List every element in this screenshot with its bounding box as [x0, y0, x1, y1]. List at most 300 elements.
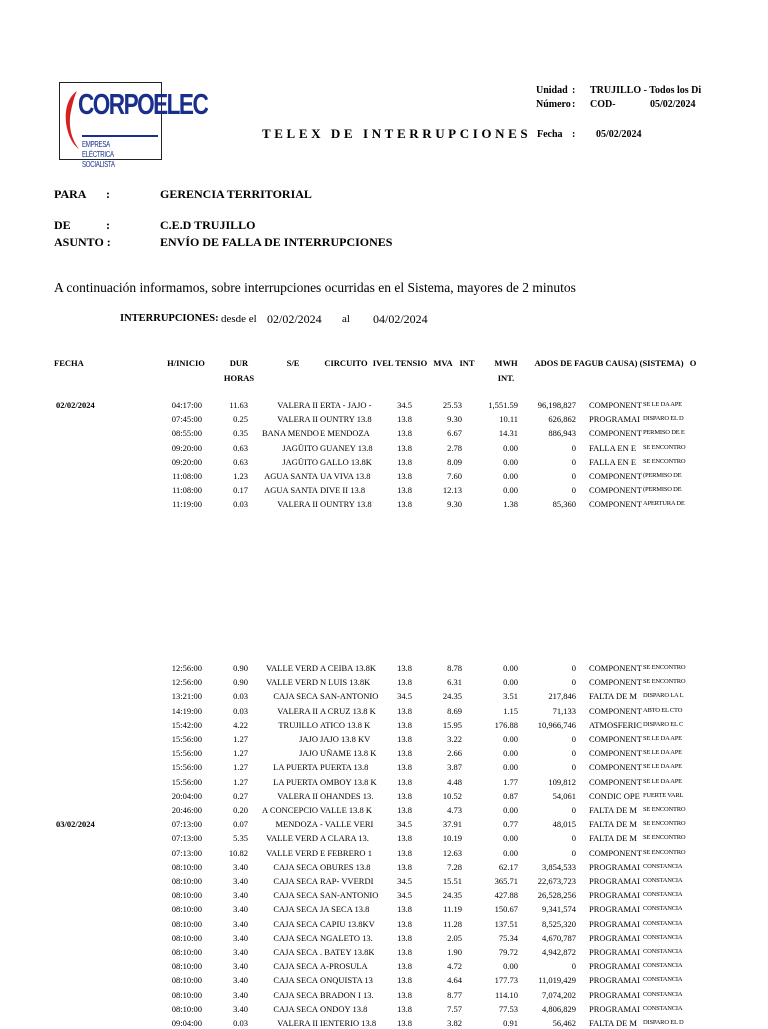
- cell-mva: 11.19: [443, 904, 462, 915]
- cell-mwh: 137.51: [494, 918, 518, 929]
- cell-circ: A CLARA 13.: [320, 833, 369, 844]
- cell-h: 08:10:00: [171, 904, 202, 915]
- cell-circ: ATICO 13.8 K: [320, 719, 371, 730]
- cell-fag: 11,019,429: [538, 975, 576, 986]
- cell-fecha: [56, 676, 126, 688]
- cell-dur: 1.27: [233, 762, 248, 773]
- cell-fag: 26,528,256: [537, 890, 576, 901]
- cell-dur: 0.63: [233, 442, 248, 453]
- cell-obs: SE ENCONTRO: [643, 664, 686, 671]
- col-horas: HORAS: [223, 373, 255, 383]
- cell-fag: 56,462: [552, 1018, 576, 1028]
- cell-mva: 2.66: [447, 748, 462, 759]
- cell-mwh: 0.00: [503, 762, 518, 773]
- cell-kv: 13.8: [397, 762, 412, 773]
- cell-fag: 0: [571, 442, 576, 453]
- cell-obs: SE ENCONTRO: [643, 457, 686, 465]
- cell-circ: . BATEY 13.8K: [320, 947, 375, 957]
- cell-causa: PROGRAMAI: [589, 918, 641, 929]
- cell-obs: SE LE DA APE: [643, 735, 682, 742]
- cell-dur: 0.03: [233, 705, 248, 716]
- cell-circ: UÑAME 13.8 K: [320, 748, 377, 759]
- cell-h: 08:10:00: [171, 876, 202, 886]
- cell-mwh: 114.10: [494, 989, 518, 1000]
- cell-kv: 13.8: [397, 734, 412, 744]
- cell-fag: 4,942,872: [542, 947, 576, 957]
- cell-fecha: [56, 847, 126, 859]
- cell-causa: PROGRAMAI: [589, 1003, 641, 1014]
- cell-mwh: 0.00: [503, 805, 518, 815]
- cell-h: 08:10:00: [171, 975, 202, 986]
- cell-mva: 15.51: [442, 876, 462, 886]
- cell-dur: 3.40: [233, 918, 248, 929]
- cell-kv: 34.5: [397, 819, 412, 830]
- cell-se: A CONCEPCIO: [262, 805, 318, 815]
- cell-h: 08:55:00: [171, 428, 202, 439]
- cell-mva: 7.57: [447, 1003, 462, 1014]
- cell-dur: 3.40: [233, 1003, 248, 1014]
- cell-causa: COMPONENT: [589, 705, 642, 716]
- cell-h: 15:56:00: [171, 748, 202, 759]
- asunto-label: ASUNTO :: [54, 235, 111, 249]
- cell-mwh: 0.00: [503, 833, 518, 844]
- cell-mva: 12.13: [442, 485, 462, 496]
- cell-mva: 9.30: [447, 414, 462, 425]
- cell-h: 20:46:00: [171, 805, 202, 815]
- cell-causa: COMPONENT: [589, 776, 642, 787]
- cell-fag: 109,812: [548, 776, 576, 787]
- cell-mva: 25.53: [442, 400, 462, 410]
- logo-brand-text: CORPOELEC: [78, 89, 208, 121]
- cell-kv: 13.8: [397, 932, 412, 943]
- cell-mva: 2.05: [447, 932, 462, 943]
- cell-mwh: 0.00: [503, 485, 518, 496]
- cell-dur: 5.35: [233, 833, 248, 844]
- cell-mwh: 3.51: [503, 691, 518, 702]
- cell-fecha: [56, 875, 126, 887]
- fecha-value: 05/02/2024: [596, 129, 642, 140]
- cell-circ: E FEBRERO 1: [320, 847, 372, 858]
- cell-dur: 1.27: [233, 776, 248, 787]
- cell-causa: PROGRAMAI: [589, 961, 641, 972]
- cell-h: 07:45:00: [171, 414, 202, 425]
- cell-mwh: 79.72: [498, 947, 518, 957]
- cell-kv: 34.5: [397, 691, 412, 702]
- cell-dur: 3.40: [233, 890, 248, 901]
- cell-causa: COMPONENT: [589, 762, 642, 773]
- cell-kv: 13.8: [397, 904, 412, 915]
- cell-circ: N LUIS 13.8K: [320, 677, 371, 688]
- cell-causa: CONDIC OPE: [589, 790, 640, 801]
- cell-fecha: [56, 442, 126, 454]
- cell-causa: COMPONENT: [589, 485, 642, 496]
- cell-mva: 10.19: [442, 833, 462, 844]
- cell-dur: 3.40: [233, 861, 248, 872]
- cell-mva: 8.77: [447, 989, 462, 1000]
- cell-obs: ABTO EL CTO: [643, 706, 683, 714]
- cell-mwh: 0.00: [503, 847, 518, 858]
- asunto-value: ENVÍO DE FALLA DE INTERRUPCIONES: [160, 235, 393, 249]
- cell-circ: SAN-ANTONIO: [320, 890, 379, 901]
- cell-mva: 3.82: [447, 1018, 462, 1028]
- cell-fag: 0: [571, 663, 576, 673]
- cell-obs: CONSTANCIA: [643, 891, 683, 899]
- cell-mwh: 0.77: [503, 819, 518, 830]
- cell-kv: 13.8: [397, 1003, 412, 1014]
- cell-dur: 3.40: [233, 932, 248, 943]
- cell-causa: PROGRAMAI: [589, 861, 641, 872]
- cell-fecha: [56, 804, 126, 816]
- cell-fag: 886,943: [548, 428, 576, 439]
- cell-h: 15:56:00: [171, 762, 202, 773]
- cell-fecha: [56, 790, 126, 802]
- cell-circ: BRADON I 13.: [320, 989, 374, 1000]
- cell-kv: 13.8: [397, 961, 412, 972]
- range-from: 02/02/2024: [267, 312, 322, 326]
- cell-obs: CONSTANCIA: [643, 905, 683, 913]
- cell-circ: OMBOY 13.8 K: [320, 776, 377, 787]
- cell-se: VALLE VERD: [266, 677, 318, 688]
- unidad-label: Unidad: [536, 85, 568, 96]
- cell-h: 08:10:00: [171, 918, 202, 929]
- cell-causa: PROGRAMAI: [589, 876, 641, 886]
- cell-h: 04:17:00: [171, 400, 202, 410]
- cell-obs: (PERMISO DE: [643, 472, 682, 479]
- cell-mva: 2.78: [447, 442, 462, 453]
- cell-kv: 13.8: [397, 663, 412, 673]
- cell-fag: 85,360: [552, 499, 576, 510]
- cell-obs: CONSTANCIA: [643, 877, 683, 884]
- cell-mva: 1.90: [447, 947, 462, 957]
- cell-se: VALLE VERD: [266, 663, 318, 673]
- cell-kv: 34.5: [397, 400, 412, 410]
- col-obs: O: [689, 358, 697, 368]
- fecha-colon: :: [572, 129, 576, 140]
- cell-kv: 13.8: [397, 719, 412, 730]
- cell-fecha: [56, 427, 126, 439]
- cell-dur: 10.82: [228, 847, 248, 858]
- cell-causa: FALTA DE M: [589, 819, 637, 830]
- cell-kv: 13.8: [397, 485, 412, 496]
- cell-fag: 626,862: [548, 414, 576, 425]
- cell-causa: PROGRAMAI: [589, 414, 641, 425]
- cell-circ: OHANDES 13.: [320, 790, 374, 801]
- cell-kv: 34.5: [397, 890, 412, 901]
- cell-h: 15:56:00: [171, 734, 202, 744]
- cell-kv: 13.8: [397, 989, 412, 1000]
- cell-se: CAJA SECA: [273, 975, 318, 986]
- cell-circ: SAN-ANTONIO: [320, 691, 379, 702]
- col-mwh-int: INT.: [497, 373, 515, 383]
- cell-mwh: 0.87: [503, 790, 518, 801]
- cell-dur: 0.17: [233, 485, 248, 496]
- cell-obs: CONSTANCIA: [643, 1004, 683, 1012]
- cell-mwh: 77.53: [498, 1003, 518, 1014]
- cell-fag: 0: [571, 748, 576, 759]
- cell-fecha: [56, 484, 126, 496]
- cell-fecha: 03/02/2024: [56, 819, 95, 830]
- cell-se: CAJA SECA: [273, 876, 318, 886]
- cell-h: 12:56:00: [171, 677, 202, 688]
- cell-obs: SE ENCONTRO: [643, 834, 686, 842]
- cell-fag: 10,966,746: [537, 719, 576, 730]
- cell-se: JAJO: [299, 734, 318, 744]
- cell-mva: 8.09: [447, 456, 462, 467]
- cell-fag: 0: [571, 762, 576, 773]
- cell-causa: COMPONENT: [589, 677, 642, 688]
- fecha-label: Fecha: [537, 129, 563, 140]
- cell-mwh: 365.71: [494, 876, 518, 886]
- cell-fecha: [56, 498, 126, 510]
- cell-se: CAJA SECA: [273, 691, 318, 702]
- cell-kv: 13.8: [397, 748, 412, 759]
- cell-se: VALERA II: [277, 705, 318, 716]
- cell-mva: 6.67: [447, 428, 462, 439]
- cell-fecha: [56, 989, 126, 1001]
- cell-dur: 1.27: [233, 734, 248, 744]
- cell-causa: COMPONENT: [589, 847, 642, 858]
- col-se: S/E: [286, 358, 300, 368]
- cell-kv: 13.8: [397, 790, 412, 801]
- cell-mwh: 0.00: [503, 471, 518, 481]
- cell-circ: A CRUZ 13.8 K: [320, 705, 376, 716]
- col-mva: MVA: [433, 358, 453, 368]
- unidad-colon: :: [572, 85, 576, 96]
- cell-fecha: [56, 719, 126, 731]
- cell-obs: APERTURA DE: [643, 500, 685, 508]
- cell-obs: SE ENCONTRO: [643, 678, 686, 686]
- range-to: 04/02/2024: [373, 312, 428, 326]
- cell-mwh: 0.91: [503, 1018, 518, 1028]
- cell-causa: PROGRAMAI: [589, 932, 641, 943]
- cell-h: 20:04:00: [171, 790, 202, 801]
- cell-mva: 8.69: [447, 705, 462, 716]
- cell-obs: SE LE DA APE: [643, 763, 682, 771]
- cell-kv: 13.8: [397, 705, 412, 716]
- cell-dur: 0.27: [233, 790, 248, 801]
- cell-mwh: 0.00: [503, 456, 518, 467]
- cell-mva: 12.63: [442, 847, 462, 858]
- cell-fecha: [56, 832, 126, 844]
- cell-h: 07:13:00: [171, 847, 202, 858]
- cell-mva: 3.87: [447, 762, 462, 773]
- cell-h: 09:20:00: [171, 456, 202, 467]
- cell-fag: 3,854,533: [542, 861, 576, 872]
- col-fecha: FECHA: [54, 358, 84, 368]
- cell-causa: PROGRAMAI: [589, 947, 641, 957]
- cell-se: JAGÜITO: [282, 442, 318, 453]
- cell-dur: 0.03: [233, 1018, 248, 1028]
- cell-dur: 0.20: [233, 805, 248, 815]
- cell-mva: 4.73: [447, 805, 462, 815]
- cell-h: 08:10:00: [171, 890, 202, 901]
- cell-se: JAGÜITO: [282, 456, 318, 467]
- cell-h: 08:10:00: [171, 947, 202, 957]
- de-value: C.E.D TRUJILLO: [160, 218, 256, 232]
- cell-fag: 96,198,827: [537, 400, 576, 410]
- cell-fecha: [56, 456, 126, 468]
- cell-mwh: 427.88: [494, 890, 518, 901]
- cell-mva: 4.48: [447, 776, 462, 787]
- cell-h: 09:04:00: [171, 1018, 202, 1028]
- cell-mva: 3.22: [447, 734, 462, 744]
- col-tension: IVEL TENSIO: [372, 358, 428, 368]
- cell-mwh: 176.88: [494, 719, 518, 730]
- cell-circ: OBURES 13.8: [320, 861, 371, 872]
- cell-causa: PROGRAMAI: [589, 890, 641, 901]
- cell-h: 08:10:00: [171, 932, 202, 943]
- cell-obs: DISPARO EL D: [643, 415, 684, 423]
- cell-fecha: [56, 705, 126, 717]
- numero-colon: :: [572, 99, 576, 110]
- cell-h: 11:08:00: [172, 485, 202, 496]
- cell-causa: COMPONENT: [589, 734, 642, 744]
- para-label: PARA: [54, 187, 87, 201]
- cell-causa: FALLA EN E: [589, 456, 637, 467]
- cell-circ: GALLO 13.8K: [320, 456, 372, 467]
- cell-h: 11:08:00: [172, 471, 202, 481]
- cell-mva: 4.72: [447, 961, 462, 972]
- cell-obs: DISPARO EL C: [643, 720, 684, 728]
- range-desde: desde el: [221, 313, 257, 325]
- cell-se: TRUJILLO: [278, 719, 318, 730]
- cell-dur: 0.35: [233, 428, 248, 439]
- cell-fag: 4,806,829: [542, 1003, 576, 1014]
- cell-circ: JAJO 13.8 KV: [320, 734, 371, 744]
- cell-kv: 13.8: [397, 499, 412, 510]
- cell-mwh: 62.17: [498, 861, 518, 872]
- cell-kv: 13.8: [397, 428, 412, 439]
- cell-obs: (PERMISO DE: [643, 486, 682, 494]
- cell-fag: 0: [571, 833, 576, 844]
- cell-mwh: 1.38: [503, 499, 518, 510]
- cell-kv: 13.8: [397, 677, 412, 688]
- cell-se: VALERA II: [277, 499, 318, 510]
- cell-mva: 37.91: [442, 819, 462, 830]
- cell-h: 15:56:00: [171, 776, 202, 787]
- cell-fag: 0: [571, 805, 576, 815]
- cell-h: 15:42:00: [171, 719, 202, 730]
- cell-causa: COMPONENT: [589, 748, 642, 759]
- col-dur: DUR: [229, 358, 249, 368]
- cell-circ: JA SECA 13.8: [320, 904, 370, 915]
- cell-se: CAJA SECA: [273, 1003, 318, 1014]
- cell-mva: 7.60: [447, 471, 462, 481]
- intro-text: A continuación informamos, sobre interrupciones ocurridas en el Sistema, mayores de 2 minutos: [54, 280, 576, 295]
- cell-fag: 0: [571, 677, 576, 688]
- cell-fag: 22,673,723: [537, 876, 576, 886]
- cell-se: VALERA II: [277, 414, 318, 425]
- cell-fag: 0: [571, 471, 576, 481]
- cell-mwh: 10.11: [499, 414, 518, 425]
- cell-causa: FALTA DE M: [589, 1018, 637, 1028]
- cell-mva: 24.35: [442, 691, 462, 702]
- cell-obs: SE ENCONTRO: [643, 848, 686, 856]
- cell-dur: 3.40: [233, 904, 248, 915]
- cell-fecha: [56, 761, 126, 773]
- cell-kv: 13.8: [397, 847, 412, 858]
- cell-se: CAJA SECA: [273, 961, 318, 972]
- cell-kv: 13.8: [397, 471, 412, 481]
- cell-se: CAJA SECA: [273, 890, 318, 901]
- cell-circ: OUNTRY 13.8: [320, 499, 372, 510]
- cell-h: 07:13:00: [171, 833, 202, 844]
- cell-circ: UA VIVA 13.8: [320, 471, 371, 481]
- cell-dur: 3.40: [233, 989, 248, 1000]
- cell-causa: PROGRAMAI: [589, 975, 641, 986]
- cell-obs: CONSTANCIA: [643, 962, 683, 970]
- cell-mwh: 1.15: [503, 705, 518, 716]
- cell-dur: 0.25: [233, 414, 248, 425]
- cell-h: 13:21:00: [171, 691, 202, 702]
- cell-se: MENDOZA: [275, 819, 318, 830]
- cell-h: 08:10:00: [171, 861, 202, 872]
- cell-mva: 6.31: [447, 677, 462, 688]
- cell-fecha: [56, 1017, 126, 1029]
- cell-obs: SE LE DA APE: [643, 777, 682, 785]
- cell-fecha: [56, 861, 126, 873]
- cell-mva: 15.95: [442, 719, 462, 730]
- cell-causa: COMPONENT: [589, 471, 642, 481]
- cell-mwh: 0.00: [503, 748, 518, 759]
- cell-circ: PUERTA 13.8: [320, 762, 369, 773]
- cell-causa: COMPONENT: [589, 400, 642, 410]
- col-hinicio: H/INICIO: [167, 358, 205, 368]
- range-label: INTERRUPCIONES:: [120, 313, 219, 324]
- cell-se: VALLE VERD: [266, 833, 318, 844]
- cell-h: 09:20:00: [171, 442, 202, 453]
- cell-mva: 7.28: [447, 861, 462, 872]
- cell-fecha: 02/02/2024: [56, 400, 95, 410]
- cell-fecha: [56, 776, 126, 788]
- cell-fag: 4,670,787: [542, 932, 576, 943]
- cell-mwh: 177.73: [494, 975, 518, 986]
- cell-kv: 13.8: [397, 975, 412, 986]
- cell-kv: 13.8: [397, 456, 412, 467]
- cell-mva: 9.30: [447, 499, 462, 510]
- cell-se: BANA MENDO: [262, 428, 319, 439]
- cell-fag: 0: [571, 456, 576, 467]
- cell-fag: 0: [571, 847, 576, 858]
- cell-circ: ERTA - JAJO -: [320, 400, 372, 410]
- cell-dur: 3.40: [233, 947, 248, 957]
- cell-circ: OUNTRY 13.8: [320, 414, 372, 425]
- cell-fecha: [56, 690, 126, 702]
- cell-dur: 3.40: [233, 975, 248, 986]
- cell-dur: 0.90: [233, 663, 248, 673]
- cell-circ: E MENDOZA: [320, 428, 370, 439]
- cell-mwh: 0.00: [503, 663, 518, 673]
- cell-fecha: [56, 960, 126, 972]
- cell-causa: FALTA DE M: [589, 805, 637, 815]
- cell-circ: A-PROSULA: [320, 961, 368, 972]
- cell-se: VALLE VERD: [266, 847, 318, 858]
- cell-obs: CONSTANCIA: [643, 948, 683, 955]
- cell-se: CAJA SECA: [273, 989, 318, 1000]
- cell-fag: 0: [571, 961, 576, 972]
- cell-obs: PERMISO DE E: [643, 429, 685, 437]
- cell-obs: CONSTANCIA: [643, 933, 683, 941]
- cell-mwh: 0.00: [503, 442, 518, 453]
- cell-se: CAJA SECA: [273, 904, 318, 915]
- cell-circ: - VALLE VERI: [320, 819, 374, 830]
- col-circuito: CIRCUITO: [324, 358, 368, 368]
- cell-kv: 13.8: [397, 414, 412, 425]
- cell-causa: FALLA EN E: [589, 442, 637, 453]
- cell-kv: 13.8: [397, 805, 412, 815]
- de-colon: :: [106, 218, 110, 232]
- cell-se: VALERA II: [277, 790, 318, 801]
